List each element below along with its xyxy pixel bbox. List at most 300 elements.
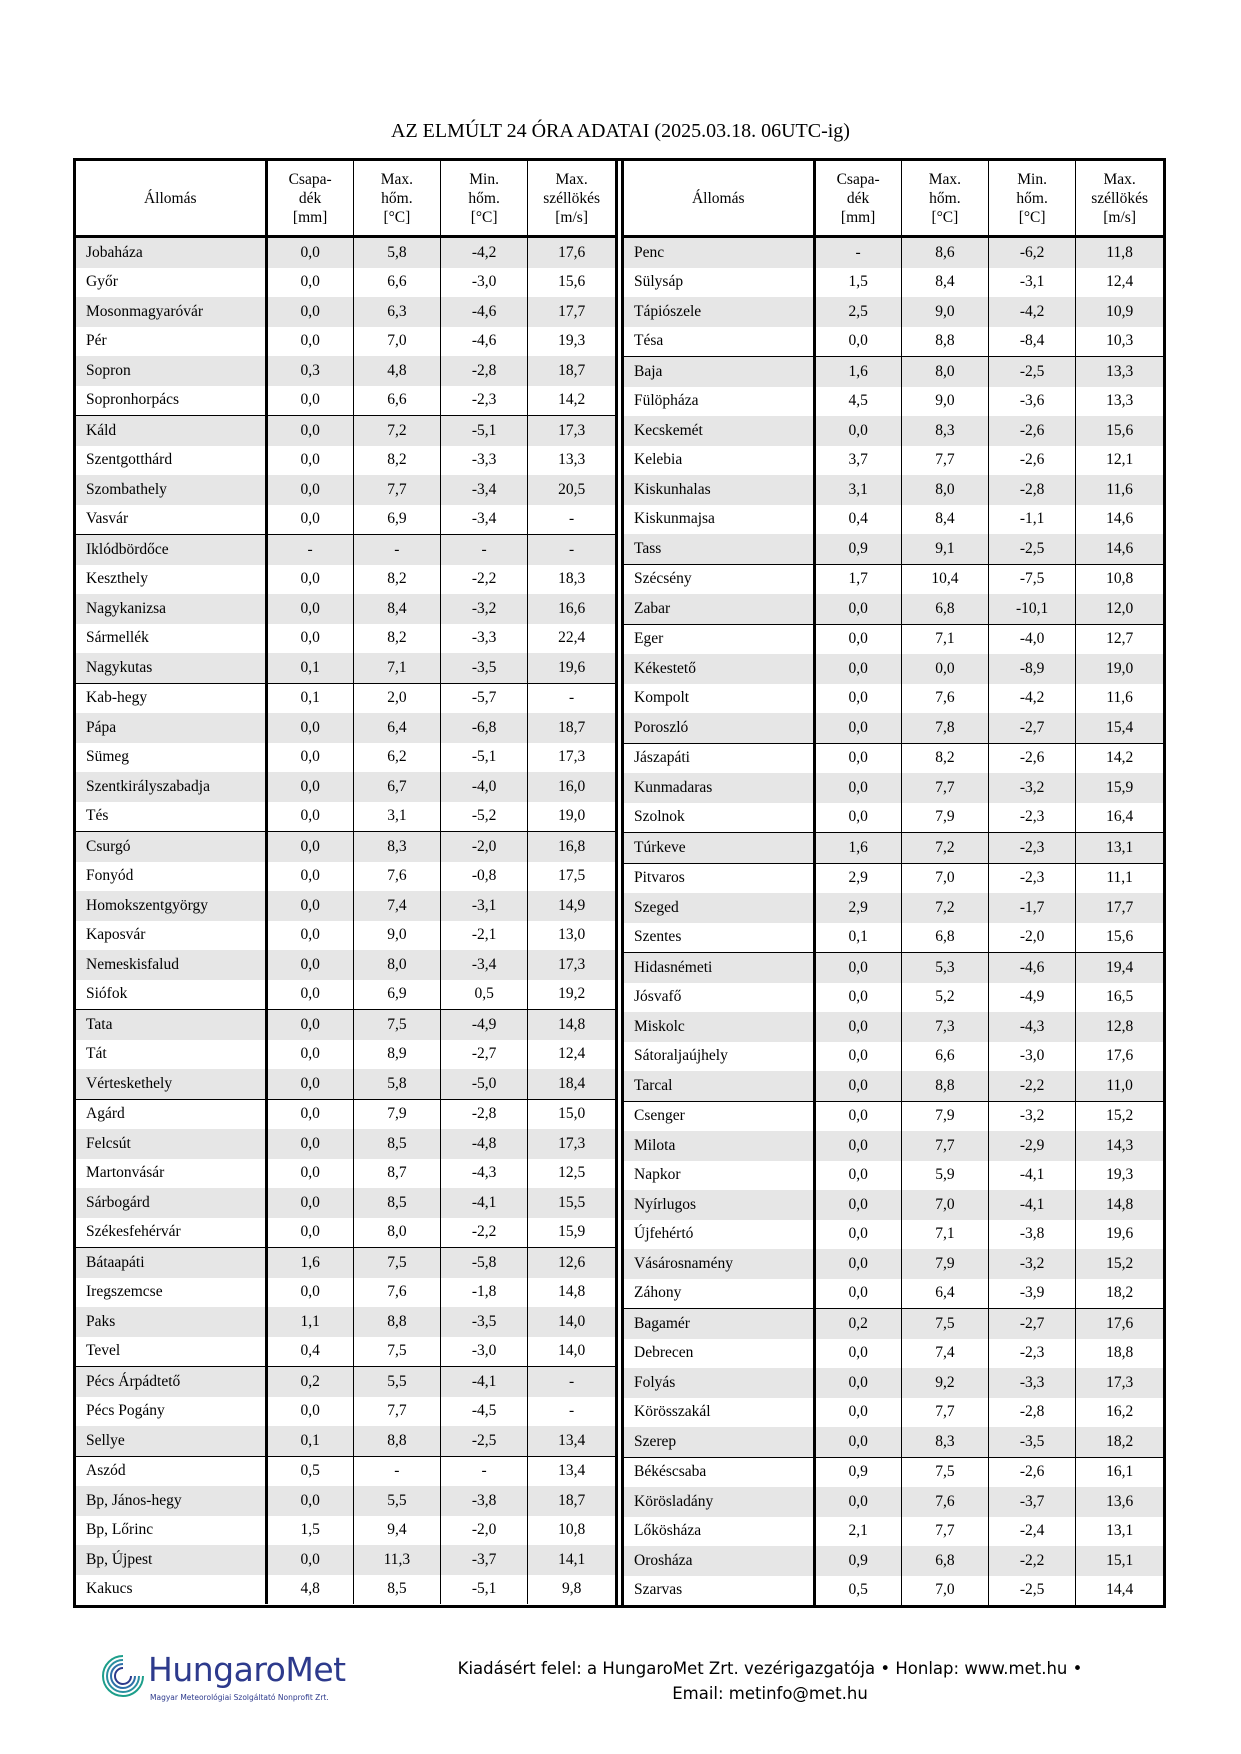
header-tmin <box>441 161 528 237</box>
min-temp: -2,2 <box>989 1546 1076 1576</box>
max-gust: 13,0 <box>528 921 615 951</box>
min-temp: -3,3 <box>989 1368 1076 1398</box>
max-temp: - <box>353 535 440 565</box>
station-name: Sellye <box>76 1426 266 1456</box>
precipitation: 0,9 <box>814 1457 901 1487</box>
max-gust: 12,1 <box>1076 446 1163 476</box>
header-tmax-line: hőm. <box>929 189 961 207</box>
min-temp: -3,3 <box>441 624 528 654</box>
table-row <box>76 1397 615 1427</box>
station-name: Vasvár <box>76 505 266 535</box>
precipitation: 0,0 <box>814 1249 901 1279</box>
max-temp: - <box>353 1456 440 1486</box>
max-gust: 11,0 <box>1076 1071 1163 1101</box>
max-temp: 8,8 <box>901 1071 988 1101</box>
max-temp: 6,4 <box>353 713 440 743</box>
max-temp: 6,8 <box>901 923 988 953</box>
max-gust: 11,6 <box>1076 475 1163 505</box>
precipitation: 0,0 <box>814 1339 901 1369</box>
station-name: Bátaapáti <box>76 1248 266 1278</box>
max-temp: 7,7 <box>353 1397 440 1427</box>
station-name: Szolnok <box>624 803 814 833</box>
max-temp: 8,7 <box>353 1159 440 1189</box>
header-tmin-line: hőm. <box>468 189 500 207</box>
table-row <box>76 743 615 773</box>
header-tmin-line: [°C] <box>470 208 498 226</box>
max-gust: 18,7 <box>528 1486 615 1516</box>
max-gust: 15,6 <box>528 268 615 298</box>
station-name: Székesfehérvár <box>76 1218 266 1248</box>
min-temp: -4,0 <box>989 624 1076 654</box>
min-temp: -2,8 <box>441 356 528 386</box>
min-temp: -2,6 <box>989 416 1076 446</box>
station-name: Sopron <box>76 356 266 386</box>
station-name: Paks <box>76 1307 266 1337</box>
max-temp: 7,9 <box>901 1249 988 1279</box>
min-temp: -10,1 <box>989 594 1076 624</box>
header-station: Állomás <box>624 161 814 237</box>
min-temp: -4,2 <box>989 684 1076 714</box>
table-row <box>76 1159 615 1189</box>
station-name: Sopronhorpács <box>76 386 266 416</box>
station-name: Kiskunhalas <box>624 475 814 505</box>
max-gust: 19,0 <box>528 802 615 832</box>
min-temp: -8,9 <box>989 654 1076 684</box>
station-name: Tevel <box>76 1337 266 1367</box>
station-table-right <box>624 161 1163 1605</box>
table-row <box>624 743 1163 773</box>
max-temp: 5,9 <box>901 1161 988 1191</box>
max-gust: 16,0 <box>528 772 615 802</box>
max-temp: 9,0 <box>353 921 440 951</box>
table-row <box>624 983 1163 1013</box>
min-temp: -5,7 <box>441 683 528 713</box>
header-tmax-line: Max. <box>928 170 962 188</box>
table-row <box>76 1040 615 1070</box>
station-name: Miskolc <box>624 1012 814 1042</box>
max-temp: 8,8 <box>901 327 988 357</box>
min-temp: -2,7 <box>989 1309 1076 1339</box>
header-precip-line: [mm] <box>840 208 876 226</box>
station-name: Szarvas <box>634 1581 683 1599</box>
station-name: Fonyód <box>86 867 134 885</box>
table-row <box>624 773 1163 803</box>
station-name: Kaposvár <box>86 926 146 944</box>
precipitation: 0,0 <box>266 1188 353 1218</box>
max-gust: 18,7 <box>528 356 615 386</box>
station-name: Eger <box>634 630 664 648</box>
min-temp: -8,4 <box>989 327 1076 357</box>
max-gust: 17,3 <box>528 416 615 446</box>
max-temp: 7,7 <box>901 773 988 803</box>
min-temp: -2,4 <box>989 1517 1076 1547</box>
max-gust: 15,1 <box>1076 1546 1163 1576</box>
max-temp: 7,9 <box>353 1099 440 1129</box>
min-temp: -3,6 <box>989 387 1076 417</box>
precipitation: 0,4 <box>814 505 901 535</box>
min-temp: -4,8 <box>441 1129 528 1159</box>
max-gust: 17,3 <box>528 950 615 980</box>
min-temp: -2,5 <box>989 534 1076 564</box>
max-temp: 6,9 <box>353 505 440 535</box>
precipitation: 1,5 <box>266 1516 353 1546</box>
station-name: Szombathely <box>76 475 266 505</box>
swirl-logo-icon <box>100 1652 146 1702</box>
min-temp: -2,8 <box>989 1398 1076 1428</box>
header-tmax-line: [°C] <box>931 208 959 226</box>
precipitation: 0,0 <box>266 237 353 268</box>
max-temp: 6,6 <box>901 1042 988 1072</box>
header-gust-line: [m/s] <box>1103 208 1136 226</box>
station-name: Körösladány <box>624 1487 814 1517</box>
station-name: Bagamér <box>624 1309 814 1339</box>
precipitation: 0,0 <box>266 1099 353 1129</box>
header-tmax <box>353 161 440 237</box>
max-gust: 12,8 <box>1076 1012 1163 1042</box>
max-gust: 15,2 <box>1076 1101 1163 1131</box>
station-name: Szécsény <box>634 570 692 588</box>
min-temp: -3,0 <box>989 1042 1076 1072</box>
max-gust: 18,8 <box>1076 1339 1163 1369</box>
min-temp: -4,9 <box>441 1010 528 1040</box>
max-gust: 19,4 <box>1076 953 1163 983</box>
max-temp: 7,6 <box>901 684 988 714</box>
table-row <box>76 565 615 595</box>
max-temp: 7,5 <box>353 1248 440 1278</box>
weather-table <box>73 158 1166 1608</box>
max-gust: 14,8 <box>528 1278 615 1308</box>
station-name: Poroszló <box>624 713 814 743</box>
precipitation: 0,0 <box>266 950 353 980</box>
max-temp: 10,4 <box>901 564 988 594</box>
min-temp: -5,1 <box>441 743 528 773</box>
precipitation: 0,0 <box>814 327 901 357</box>
max-gust: 13,3 <box>1076 387 1163 417</box>
max-temp: 8,4 <box>901 268 988 298</box>
table-row <box>624 923 1163 953</box>
max-temp: 8,2 <box>353 565 440 595</box>
table-row <box>624 953 1163 983</box>
precipitation: 4,5 <box>814 387 901 417</box>
max-temp: 8,5 <box>353 1575 440 1605</box>
precipitation: 0,0 <box>266 1069 353 1099</box>
precipitation: 0,0 <box>266 1545 353 1575</box>
station-name: Bp, János-hegy <box>76 1486 266 1516</box>
min-temp: -2,8 <box>441 1099 528 1129</box>
max-gust: 18,2 <box>1076 1427 1163 1457</box>
station-name: Győr <box>86 273 118 291</box>
max-temp: 7,3 <box>901 1012 988 1042</box>
max-temp: 7,5 <box>353 1010 440 1040</box>
station-name: Mosonmagyaróvár <box>76 297 266 327</box>
min-temp: -2,3 <box>989 833 1076 864</box>
max-temp: 7,0 <box>353 327 440 357</box>
max-temp: 8,5 <box>353 1129 440 1159</box>
precipitation: 0,0 <box>266 1486 353 1516</box>
table-row <box>76 980 615 1010</box>
max-gust: 9,8 <box>528 1575 615 1605</box>
precipitation: 0,0 <box>814 953 901 983</box>
station-name: Sármellék <box>86 629 149 647</box>
station-name: Milota <box>624 1131 814 1161</box>
table-row <box>624 684 1163 714</box>
precipitation: 0,5 <box>814 1576 901 1606</box>
precipitation: 0,0 <box>266 327 353 357</box>
station-name: Iregszemcse <box>86 1283 163 1301</box>
header-gust-line: Max. <box>1103 170 1136 188</box>
max-gust: 13,4 <box>528 1426 615 1456</box>
min-temp: -3,5 <box>441 653 528 683</box>
max-gust: 14,8 <box>1076 1190 1163 1220</box>
max-gust: 13,1 <box>1076 833 1163 864</box>
precipitation: 0,0 <box>814 416 901 446</box>
max-gust: 19,2 <box>528 980 615 1010</box>
min-temp: -3,4 <box>441 950 528 980</box>
precipitation: 1,6 <box>814 357 901 387</box>
min-temp: -7,5 <box>989 564 1076 594</box>
table-row <box>624 1042 1163 1072</box>
station-name: Kiskunmajsa <box>634 510 715 528</box>
table-row <box>76 356 615 386</box>
table-row <box>624 387 1163 417</box>
min-temp: 0,5 <box>441 980 528 1010</box>
max-temp: 9,2 <box>901 1368 988 1398</box>
header-gust-line: [m/s] <box>555 208 588 226</box>
min-temp: -2,3 <box>441 386 528 416</box>
max-temp: 8,5 <box>353 1188 440 1218</box>
table-row <box>624 863 1163 893</box>
min-temp: -3,8 <box>441 1486 528 1516</box>
table-row <box>76 297 615 327</box>
max-temp: 7,9 <box>901 803 988 833</box>
header-tmin-line: Min. <box>1017 170 1047 188</box>
max-temp: 4,8 <box>353 356 440 386</box>
min-temp: -3,3 <box>441 446 528 476</box>
table-row <box>76 475 615 505</box>
table-row <box>76 1129 615 1159</box>
max-gust: 17,6 <box>1076 1309 1163 1339</box>
max-gust: 16,2 <box>1076 1398 1163 1428</box>
max-gust: 17,3 <box>528 743 615 773</box>
min-temp: -3,8 <box>989 1220 1076 1250</box>
max-temp: 8,2 <box>901 743 988 773</box>
max-temp: 7,1 <box>901 624 988 654</box>
max-temp: 7,7 <box>353 475 440 505</box>
table-row <box>76 653 615 683</box>
precipitation: 4,8 <box>266 1575 353 1605</box>
max-temp: 6,7 <box>353 772 440 802</box>
min-temp: -5,2 <box>441 802 528 832</box>
max-temp: 5,5 <box>353 1486 440 1516</box>
precipitation: 0,1 <box>266 653 353 683</box>
table-row <box>624 1487 1163 1517</box>
max-gust: 13,3 <box>1076 357 1163 387</box>
precipitation: 0,0 <box>266 1129 353 1159</box>
max-gust: 17,7 <box>528 297 615 327</box>
max-temp: 8,0 <box>353 950 440 980</box>
max-temp: 7,5 <box>901 1309 988 1339</box>
header-gust-line: széllökés <box>1091 189 1149 207</box>
min-temp: -2,3 <box>989 863 1076 893</box>
station-name: Fülöpháza <box>634 392 699 410</box>
min-temp: -2,5 <box>989 1576 1076 1606</box>
min-temp: -4,3 <box>441 1159 528 1189</box>
precipitation: 1,5 <box>814 268 901 298</box>
table-row <box>76 1010 615 1040</box>
table-row <box>76 1278 615 1308</box>
station-name: Pitvaros <box>634 869 685 887</box>
table-row <box>624 654 1163 684</box>
max-temp: 7,7 <box>901 1398 988 1428</box>
station-name: Jobaháza <box>76 237 266 268</box>
max-temp: 8,2 <box>353 446 440 476</box>
table-row <box>624 268 1163 298</box>
station-name: Baja <box>624 357 814 387</box>
station-name: Iklódbördőce <box>76 535 266 565</box>
station-name: Tata <box>76 1010 266 1040</box>
header-tmin-line: hőm. <box>1016 189 1048 207</box>
table-row <box>624 416 1163 446</box>
precipitation: - <box>814 237 901 268</box>
max-gust: 18,2 <box>1076 1279 1163 1309</box>
precipitation: 0,0 <box>814 983 901 1013</box>
max-gust: - <box>528 683 615 713</box>
max-temp: 8,3 <box>353 832 440 862</box>
min-temp: - <box>441 1456 528 1486</box>
station-name: Szentkirályszabadja <box>76 772 266 802</box>
precipitation: 0,0 <box>814 1071 901 1101</box>
publisher-line: Kiadásért felel: a HungaroMet Zrt. vezérigazgatója • Honlap: www.met.hu • <box>457 1659 1083 1678</box>
header-precip-line: Csapa- <box>836 170 880 188</box>
precipitation: 0,0 <box>266 505 353 535</box>
table-row <box>624 833 1163 864</box>
min-temp: -3,5 <box>441 1307 528 1337</box>
max-gust: 10,8 <box>1076 564 1163 594</box>
max-gust: 10,9 <box>1076 297 1163 327</box>
max-temp: 7,7 <box>901 1131 988 1161</box>
station-name: Lőkösháza <box>634 1522 702 1540</box>
min-temp: -2,2 <box>989 1071 1076 1101</box>
min-temp: -4,6 <box>441 327 528 357</box>
max-gust: 17,3 <box>528 1129 615 1159</box>
station-name: Orosháza <box>624 1546 814 1576</box>
min-temp: -2,7 <box>989 713 1076 743</box>
precipitation: 0,0 <box>266 1218 353 1248</box>
precipitation: 0,0 <box>814 1279 901 1309</box>
max-gust: 17,5 <box>528 862 615 892</box>
max-temp: 7,9 <box>901 1101 988 1131</box>
table-row <box>76 772 615 802</box>
precipitation: 1,1 <box>266 1307 353 1337</box>
min-temp: -2,0 <box>441 832 528 862</box>
max-temp: 7,0 <box>901 1576 988 1606</box>
station-name: Kakucs <box>86 1580 133 1598</box>
station-name: Túrkeve <box>624 833 814 864</box>
table-row <box>76 1486 615 1516</box>
max-gust: 13,4 <box>528 1456 615 1486</box>
precipitation: 2,5 <box>814 297 901 327</box>
max-gust: 16,8 <box>528 832 615 862</box>
table-row <box>624 1161 1163 1191</box>
table-row <box>76 446 615 476</box>
precipitation: 0,0 <box>814 743 901 773</box>
max-temp: 7,6 <box>901 1487 988 1517</box>
max-temp: 7,2 <box>901 893 988 923</box>
header-precip-line: Csapa- <box>288 170 332 188</box>
station-name: Tarcal <box>624 1071 814 1101</box>
station-name: Folyás <box>624 1368 814 1398</box>
precipitation: 0,0 <box>266 268 353 298</box>
max-temp: 7,1 <box>353 653 440 683</box>
min-temp: -1,1 <box>989 505 1076 535</box>
min-temp: -1,7 <box>989 893 1076 923</box>
station-name: Tát <box>86 1045 107 1063</box>
max-gust: 13,1 <box>1076 1517 1163 1547</box>
table-row <box>624 1190 1163 1220</box>
max-gust: 12,7 <box>1076 624 1163 654</box>
precipitation: 0,0 <box>266 921 353 951</box>
station-table-left <box>76 161 615 1604</box>
max-gust: 19,6 <box>528 653 615 683</box>
precipitation: 0,0 <box>266 386 353 416</box>
table-row <box>624 1249 1163 1279</box>
min-temp: -3,9 <box>989 1279 1076 1309</box>
max-temp: 8,9 <box>353 1040 440 1070</box>
max-temp: 8,3 <box>901 416 988 446</box>
precipitation: 0,0 <box>814 1161 901 1191</box>
min-temp: -4,6 <box>441 297 528 327</box>
precipitation: 0,0 <box>266 1040 353 1070</box>
table-row <box>624 1427 1163 1457</box>
station-name: Sárbogárd <box>76 1188 266 1218</box>
max-temp: 7,4 <box>901 1339 988 1369</box>
precipitation: 0,0 <box>266 624 353 654</box>
station-name: Tés <box>76 802 266 832</box>
station-name: Napkor <box>634 1166 681 1184</box>
table-row <box>624 237 1163 268</box>
station-name: Bp, Újpest <box>76 1545 266 1575</box>
station-name: Sülysáp <box>634 273 684 291</box>
max-gust: 19,3 <box>1076 1161 1163 1191</box>
max-gust: 14,4 <box>1076 1576 1163 1606</box>
precipitation: 0,2 <box>266 1367 353 1397</box>
station-name: Csurgó <box>76 832 266 862</box>
max-temp: 5,8 <box>353 1069 440 1099</box>
station-name: Szeged <box>624 893 814 923</box>
max-temp: 6,6 <box>353 268 440 298</box>
min-temp: -3,2 <box>989 773 1076 803</box>
station-name: Zabar <box>624 594 814 624</box>
max-temp: 3,1 <box>353 802 440 832</box>
max-gust: 17,6 <box>528 237 615 268</box>
precipitation: 0,0 <box>266 1278 353 1308</box>
header-tmin-line: [°C] <box>1018 208 1046 226</box>
max-gust: 10,3 <box>1076 327 1163 357</box>
station-name: Vásárosnamény <box>624 1249 814 1279</box>
max-gust: 20,5 <box>528 475 615 505</box>
table-row <box>76 386 615 416</box>
max-temp: 7,6 <box>353 1278 440 1308</box>
report-title: AZ ELMÚLT 24 ÓRA ADATAI (2025.03.18. 06UTC-ig) <box>391 120 850 142</box>
precipitation: 0,0 <box>266 802 353 832</box>
station-name: Tápiószele <box>624 297 814 327</box>
header-gust <box>528 161 615 237</box>
min-temp: -3,1 <box>989 268 1076 298</box>
max-temp: 7,4 <box>353 891 440 921</box>
max-gust: 14,8 <box>528 1010 615 1040</box>
max-gust: 16,4 <box>1076 803 1163 833</box>
max-temp: 6,6 <box>353 386 440 416</box>
